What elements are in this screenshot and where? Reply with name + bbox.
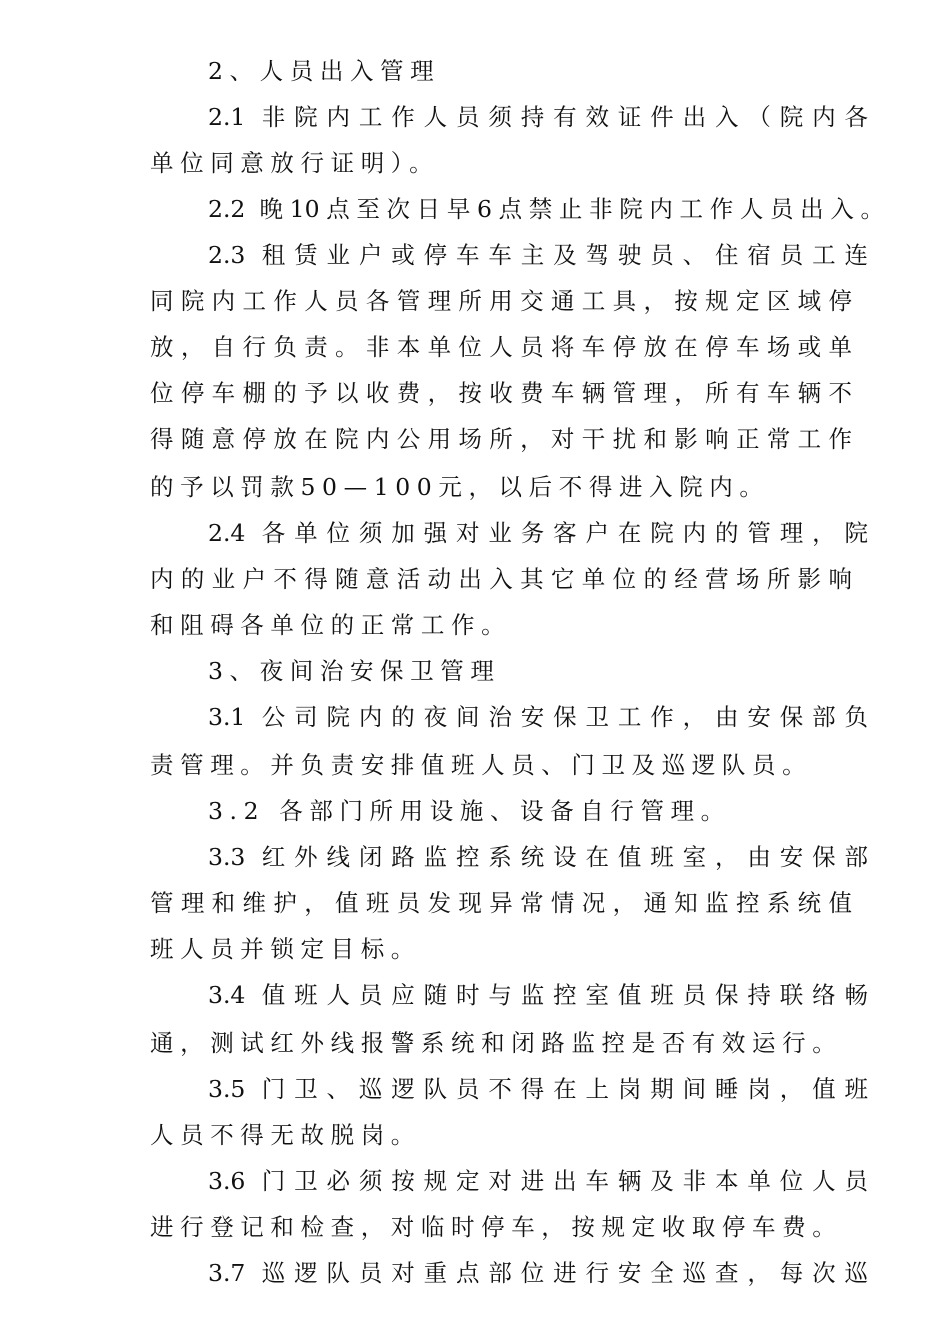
paragraph-3-3-line-2: 管理和维护，值班员发现异常情况，通知监控系统值: [150, 889, 852, 917]
paragraph-3-6-line-1: 3.6 门卫必须按规定对进出车辆及非本单位人员: [208, 1167, 868, 1195]
paragraph-3-5-line-1: 3.5 门卫、巡逻队员不得在上岗期间睡岗，值班: [208, 1075, 868, 1103]
section-heading-3: 3、夜间治安保卫管理: [208, 657, 501, 685]
paragraph-3-1-line-2: 责管理。并负责安排值班人员、门卫及巡逻队员。: [150, 751, 813, 779]
paragraph-2-3-line-1: 2.3 租赁业户或停车车主及驾驶员、住宿员工连: [208, 241, 868, 269]
paragraph-2-3-line-6: 的予以罚款50—100元，以后不得进入院内。: [150, 473, 770, 501]
paragraph-2-3-line-5: 得随意停放在院内公用场所，对干扰和影响正常工作: [150, 425, 852, 453]
paragraph-2-3-line-4: 位停车棚的予以收费，按收费车辆管理，所有车辆不: [150, 379, 852, 407]
paragraph-3-3-line-1: 3.3 红外线闭路监控系统设在值班室，由安保部: [208, 843, 868, 871]
paragraph-3-6-line-2: 进行登记和检查，对临时停车，按规定收取停车费。: [150, 1213, 843, 1241]
paragraph-2-4-line-2: 内的业户不得随意活动出入其它单位的经营场所影响: [150, 565, 852, 593]
paragraph-2-1-line-1: 2.1 非院内工作人员须持有效证件出入（院内各: [208, 103, 868, 131]
paragraph-3-2-line-1: 3.2 各部门所用设施、设备自行管理。: [208, 797, 731, 825]
paragraph-3-5-line-2: 人员不得无故脱岗。: [150, 1121, 421, 1149]
paragraph-2-3-line-2: 同院内工作人员各管理所用交通工具，按规定区域停: [150, 287, 852, 315]
paragraph-2-3-line-3: 放，自行负责。非本单位人员将车停放在停车场或单: [150, 333, 852, 361]
paragraph-3-1-line-1: 3.1 公司院内的夜间治安保卫工作，由安保部负: [208, 703, 868, 731]
paragraph-3-4-line-2: 通，测试红外线报警系统和闭路监控是否有效运行。: [150, 1029, 843, 1057]
paragraph-3-3-line-3: 班人员并锁定目标。: [150, 935, 421, 963]
paragraph-3-7-line-1: 3.7 巡逻队员对重点部位进行安全巡查，每次巡: [208, 1259, 868, 1287]
paragraph-2-4-line-3: 和阻碍各单位的正常工作。: [150, 611, 512, 639]
paragraph-3-4-line-1: 3.4 值班人员应随时与监控室值班员保持联络畅: [208, 981, 868, 1009]
paragraph-2-1-line-2: 单位同意放行证明）。: [150, 149, 440, 177]
paragraph-2-2-line-1: 2.2 晚10点至次日早6点禁止非院内工作人员出入。: [208, 195, 884, 223]
section-heading-2: 2、人员出入管理: [208, 57, 441, 85]
paragraph-2-4-line-1: 2.4 各单位须加强对业务客户在院内的管理，院: [208, 519, 868, 547]
